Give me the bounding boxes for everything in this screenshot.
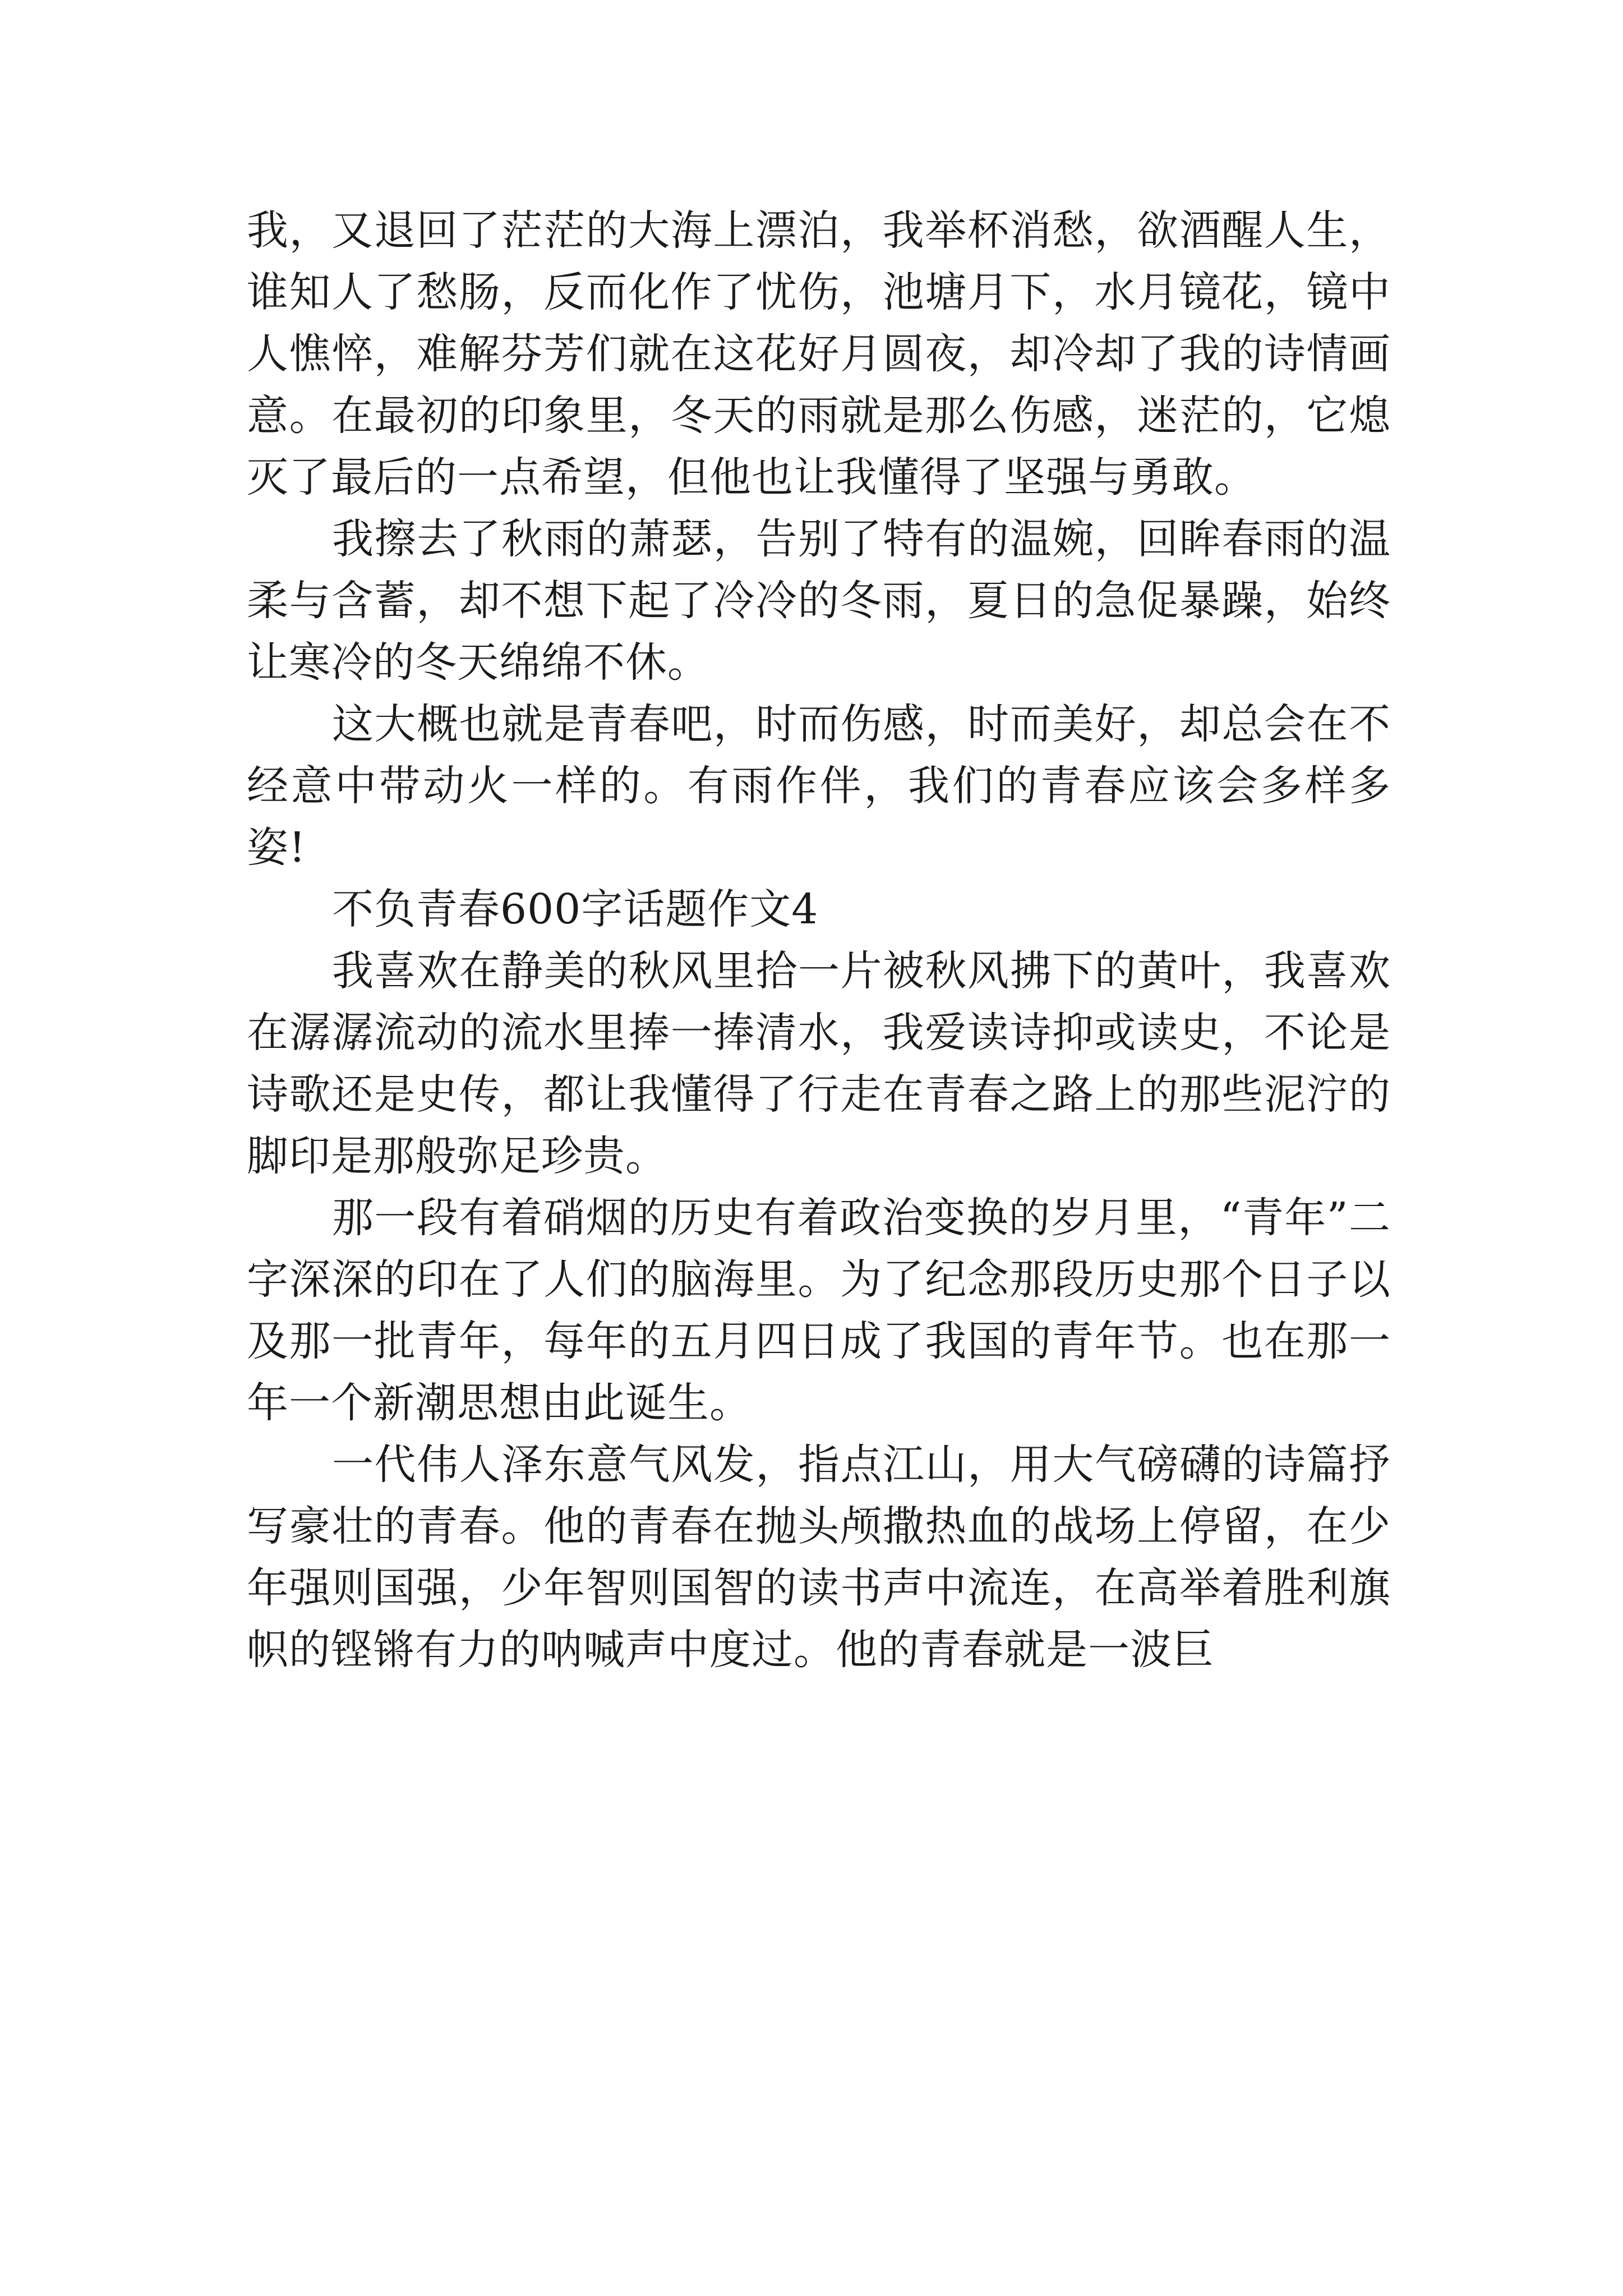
section-heading: 不负青春600字话题作文4 [332, 885, 819, 933]
paragraph-5: 那一段有着硝烟的历史有着政治变换的岁月里，“青年”二字深深的印在了人们的脑海里。为了纪念那段历史那个日子以及那一批青年，每年的五月四日成了我国的青年节。也在那一年一个新潮思想由此诞生。 [247, 1194, 1391, 1427]
document-body [247, 200, 1391, 1681]
paragraph-1: 我，又退回了茫茫的大海上漂泊，我举杯消愁，欲酒醒人生，谁知人了愁肠，反而化作了忧伤，池塘月下，水月镜花，镜中人憔悴，难解芬芳们就在这花好月圆夜，却冷却了我的诗情画意。在最初的印象里，冬天的雨就是那么伤感，迷茫的，它熄灭了最后的一点希望，但他也让我懂得了坚强与勇敢。 [247, 206, 1391, 501]
paragraph-2: 我擦去了秋雨的萧瑟，告别了特有的温婉，回眸春雨的温柔与含蓄，却不想下起了冷冷的冬雨，夏日的急促暴躁，始终让寒冷的冬天绵绵不休。 [247, 515, 1391, 687]
paragraph-3: 这大概也就是青春吧，时而伤感，时而美好，却总会在不经意中带动火一样的。有雨作伴，我们的青春应该会多样多姿! [247, 700, 1391, 872]
paragraph-6: 一代伟人泽东意气风发，指点江山，用大气磅礴的诗篇抒写豪壮的青春。他的青春在抛头颅撒热血的战场上停留，在少年强则国强，少年智则国智的读书声中流连，在高举着胜利旗帜的铿锵有力的呐喊声中度过。他的青春就是一波巨 [247, 1441, 1391, 1674]
paragraph-4: 我喜欢在静美的秋风里拾一片被秋风拂下的黄叶，我喜欢在潺潺流动的流水里捧一捧清水，我爱读诗抑或读史，不论是诗歌还是史传，都让我懂得了行走在青春之路上的那些泥泞的脚印是那般弥足珍贵。 [247, 947, 1391, 1180]
